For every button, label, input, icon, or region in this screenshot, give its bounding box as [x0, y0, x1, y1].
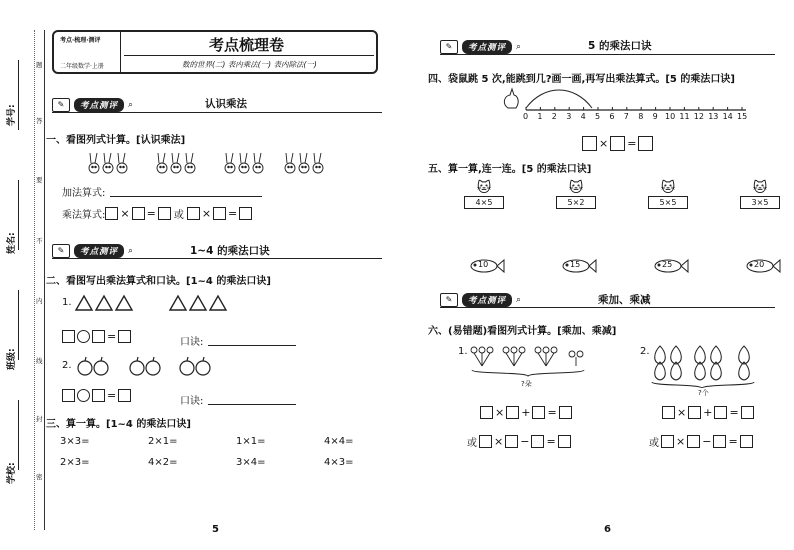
header-subtitle: 数的世界(二) 表内乘法(一) 表内除法(一) — [182, 60, 317, 69]
times-sign: × — [120, 207, 130, 220]
equals-sign: = — [546, 435, 556, 448]
answer-box[interactable] — [532, 406, 545, 419]
plus-sign: + — [703, 406, 713, 419]
calc-3: 1×1= — [236, 436, 266, 447]
magnifier-icon: ⌕ — [128, 246, 134, 256]
q6-2-formula-row-2 — [649, 434, 753, 449]
answer-box[interactable] — [92, 389, 105, 402]
rabbit-icon — [253, 153, 263, 173]
number-line-tick-label: 9 — [652, 112, 658, 121]
answer-box[interactable] — [610, 136, 625, 151]
page-header-box — [52, 30, 378, 74]
or-text: 或 — [173, 210, 184, 221]
number-line-tick-label: 8 — [638, 112, 644, 121]
rabbit-icon — [89, 153, 99, 173]
koujue-label-1: 口诀: — [180, 337, 204, 348]
answer-box[interactable] — [531, 435, 544, 448]
number-line-tick-label: 1 — [537, 112, 543, 121]
side-char-4: 不 — [36, 237, 43, 245]
number-line-tick-label: 4 — [580, 112, 586, 121]
equals-sign: = — [107, 389, 117, 402]
page-number-right: 6 — [604, 524, 611, 535]
question-2: 二、看图写出乘法算式和口诀。[1~4 的乘法口诀] — [46, 276, 271, 287]
pears-illustration — [648, 342, 768, 388]
number-line-tick-label: 7 — [623, 112, 629, 121]
q4-formula-row — [582, 136, 653, 151]
rabbit-icon — [285, 153, 295, 173]
answer-box[interactable] — [480, 406, 493, 419]
header-title: 考点梳理卷 — [209, 36, 285, 54]
side-char-2: 答 — [36, 117, 43, 125]
calc-6: 4×2= — [148, 457, 178, 468]
cat-card-4[interactable] — [740, 180, 780, 209]
answer-box[interactable] — [559, 406, 572, 419]
equals-sign: = — [728, 435, 738, 448]
number-line-tick-label: 6 — [609, 112, 615, 121]
section-banner-2 — [52, 244, 133, 258]
item2-formula-row — [62, 389, 131, 402]
apples-illustration — [76, 355, 246, 377]
item-2-label: 2. — [62, 360, 72, 371]
apple-groups — [76, 355, 246, 381]
answer-box[interactable] — [132, 207, 145, 220]
section-underline-3 — [440, 54, 775, 55]
rabbit-icon — [299, 153, 309, 173]
answer-box[interactable] — [187, 207, 200, 220]
rabbit-icon — [185, 153, 195, 173]
rabbit-icon — [239, 153, 249, 173]
answer-box[interactable] — [740, 435, 753, 448]
number-line-tick-label: 13 — [708, 112, 719, 121]
q6-item-2-label: 2. — [640, 346, 650, 357]
koujue-line-1[interactable] — [208, 345, 296, 346]
answer-box[interactable] — [558, 435, 571, 448]
side-char-5: 内 — [36, 297, 43, 305]
q6-1-formula-row-2 — [467, 434, 571, 449]
cat-card-1[interactable] — [464, 180, 504, 209]
section-banner-1 — [52, 98, 133, 112]
book-icon: ✎ — [52, 244, 70, 258]
mul-formula-label: 乘法算式: — [62, 210, 106, 221]
rabbit-icon — [103, 153, 113, 173]
rabbit-icon — [313, 153, 323, 173]
fish-3[interactable] — [650, 258, 690, 274]
book-icon: ✎ — [440, 40, 458, 54]
side-char-7: 封 — [36, 415, 43, 423]
answer-box[interactable] — [661, 435, 674, 448]
number-line-tick-label: 12 — [693, 112, 704, 121]
triangles-illustration — [74, 294, 234, 312]
answer-box[interactable] — [688, 406, 701, 419]
question-1: 一、看图列式计算。[认识乘法] — [46, 135, 186, 146]
section-banner-4 — [440, 293, 521, 307]
question-4: 四、袋鼠跳 5 次,能跳到几?画一画,再写出乘法算式。[5 的乘法口诀] — [428, 74, 735, 85]
answer-box[interactable] — [638, 136, 653, 151]
fish-4[interactable] — [742, 258, 782, 274]
flowers-illustration — [466, 344, 596, 378]
number-line-tick-label: 5 — [595, 112, 601, 121]
header-small-top: 考点·梳理·测评 — [60, 37, 101, 44]
magnifier-icon: ⌕ — [516, 295, 522, 305]
binding-line-2 — [34, 30, 35, 530]
rabbit-groups — [88, 150, 328, 176]
answer-box[interactable] — [62, 389, 75, 402]
equals-sign: = — [146, 207, 156, 220]
times-sign: × — [676, 435, 686, 448]
cat-card-expression: 5×5 — [648, 196, 688, 209]
section-banner-3 — [440, 40, 521, 54]
side-char-1: 题 — [36, 61, 43, 69]
cat-card-expression: 4×5 — [464, 196, 504, 209]
equals-sign: = — [107, 330, 117, 343]
answer-box[interactable] — [158, 207, 171, 220]
side-blank-line-3 — [18, 290, 19, 360]
calc-8: 4×3= — [324, 457, 354, 468]
add-formula-answer-line[interactable] — [110, 196, 262, 197]
equals-sign: = — [729, 406, 739, 419]
fish-1[interactable] — [466, 258, 506, 274]
section-badge-4: 考点测评 — [462, 293, 512, 307]
times-sign: × — [494, 435, 504, 448]
header-sub-line — [124, 55, 374, 56]
section-badge-2: 考点测评 — [74, 244, 124, 258]
pear-groups — [648, 342, 768, 392]
section-title-2: 1~4 的乘法口诀 — [190, 245, 270, 257]
answer-box[interactable] — [506, 406, 519, 419]
answer-box[interactable] — [105, 207, 118, 220]
page-number-left: 5 — [212, 524, 219, 535]
side-char-8: 密 — [36, 473, 43, 481]
binding-line — [44, 30, 45, 530]
section-underline-1 — [52, 112, 382, 113]
or-text: 或 — [467, 438, 477, 449]
section-underline-2 — [52, 258, 382, 259]
times-sign: × — [599, 137, 609, 150]
calc-4: 4×4= — [324, 436, 354, 447]
cat-card-3[interactable] — [648, 180, 688, 209]
side-blank-line-1 — [18, 60, 19, 130]
minus-sign: − — [520, 435, 530, 448]
times-sign: × — [677, 406, 687, 419]
answer-box[interactable] — [713, 435, 726, 448]
section-badge-3: 考点测评 — [462, 40, 512, 54]
fish-value: 15 — [570, 260, 581, 269]
section-title-4: 乘加、乘减 — [598, 294, 651, 306]
q6-1-formula-row-1 — [480, 406, 572, 419]
magnifier-icon: ⌕ — [128, 100, 134, 110]
flower-groups — [466, 344, 596, 382]
answer-box[interactable] — [92, 330, 105, 343]
section-badge-1: 考点测评 — [74, 98, 124, 112]
minus-sign: − — [702, 435, 712, 448]
brace-label-2: ?个 — [698, 389, 709, 397]
rabbit-icon — [157, 153, 167, 173]
answer-box[interactable] — [239, 207, 252, 220]
number-line-tick-label: 11 — [679, 112, 690, 121]
side-label-student-id: 学号: — [7, 104, 17, 126]
cat-icon: 🐱 — [660, 180, 676, 196]
number-line-tick-label: 15 — [737, 112, 748, 121]
fish-value: 20 — [754, 260, 765, 269]
answer-box[interactable] — [118, 389, 131, 402]
answer-box[interactable] — [714, 406, 727, 419]
cat-card-2[interactable] — [556, 180, 596, 209]
equals-sign: = — [547, 406, 557, 419]
question-3: 三、算一算。[1~4 的乘法口诀] — [46, 419, 191, 430]
add-formula-label: 加法算式: — [62, 188, 106, 199]
number-line-tick-label: 2 — [551, 112, 557, 121]
number-line-tick-label: 14 — [722, 112, 733, 121]
book-icon: ✎ — [440, 293, 458, 307]
side-blank-line-4 — [18, 400, 19, 470]
header-small-bottom: 二年级数学·上册 — [60, 63, 104, 70]
side-label-school: 学校: — [7, 462, 17, 484]
section-underline-4 — [440, 307, 775, 308]
question-6: 六、(易错题)看图列式计算。[乘加、乘减] — [428, 326, 617, 337]
answer-box[interactable] — [118, 330, 131, 343]
times-sign: × — [201, 207, 212, 220]
rabbit-illustration — [88, 150, 328, 176]
item-1-label: 1. — [62, 297, 72, 308]
cat-icon: 🐱 — [568, 180, 584, 196]
side-label-name: 姓名: — [7, 232, 17, 254]
answer-box[interactable] — [479, 435, 492, 448]
header-divider — [120, 32, 121, 72]
fish-value: 25 — [662, 260, 673, 269]
answer-box[interactable] — [741, 406, 754, 419]
calc-5: 2×3= — [60, 457, 90, 468]
side-label-class: 班级: — [7, 348, 17, 370]
operator-circle[interactable] — [77, 330, 90, 343]
rabbit-icon — [171, 153, 181, 173]
number-line-tick-label: 0 — [523, 112, 529, 121]
cat-card-expression: 3×5 — [740, 196, 780, 209]
operator-circle[interactable] — [77, 389, 90, 402]
side-char-3: 要 — [36, 176, 43, 184]
answer-box[interactable] — [687, 435, 700, 448]
cat-icon: 🐱 — [476, 180, 492, 196]
calc-1: 3×3= — [60, 436, 90, 447]
answer-box[interactable] — [662, 406, 675, 419]
koujue-line-2[interactable] — [208, 404, 296, 405]
item1-formula-row — [62, 330, 131, 343]
triangle-groups — [74, 294, 234, 316]
cat-card-expression: 5×2 — [556, 196, 596, 209]
rabbit-icon — [117, 153, 127, 173]
number-line-tick-label: 3 — [566, 112, 572, 121]
rabbit-icon — [225, 153, 235, 173]
side-blank-line-2 — [18, 180, 19, 250]
book-icon: ✎ — [52, 98, 70, 112]
koujue-label-2: 口诀: — [180, 396, 204, 407]
equals-sign: = — [627, 137, 637, 150]
q6-item-1-label: 1. — [458, 346, 468, 357]
equals-sign: = — [228, 207, 238, 220]
brace-label-1: ?朵 — [521, 380, 532, 388]
plus-sign: + — [521, 406, 531, 419]
number-line-tick-label: 10 — [665, 112, 676, 121]
fish-2[interactable] — [558, 258, 598, 274]
magnifier-icon: ⌕ — [516, 42, 522, 52]
answer-box[interactable] — [505, 435, 518, 448]
calc-7: 3×4= — [236, 457, 266, 468]
answer-box[interactable] — [62, 330, 75, 343]
cat-icon: 🐱 — [752, 180, 768, 196]
fish-value: 10 — [478, 260, 489, 269]
answer-box[interactable] — [213, 207, 226, 220]
times-sign: × — [495, 406, 505, 419]
q6-2-formula-row-1 — [662, 406, 754, 419]
side-char-6: 线 — [36, 357, 43, 365]
section-title-1: 认识乘法 — [205, 98, 247, 110]
question-5: 五、算一算,连一连。[5 的乘法口诀] — [428, 164, 592, 175]
answer-box[interactable] — [582, 136, 597, 151]
calc-2: 2×1= — [148, 436, 178, 447]
or-text: 或 — [649, 438, 659, 449]
number-line-ticks — [521, 112, 751, 126]
mul-formula-row — [62, 206, 252, 221]
section-title-3: 5 的乘法口诀 — [588, 40, 652, 52]
